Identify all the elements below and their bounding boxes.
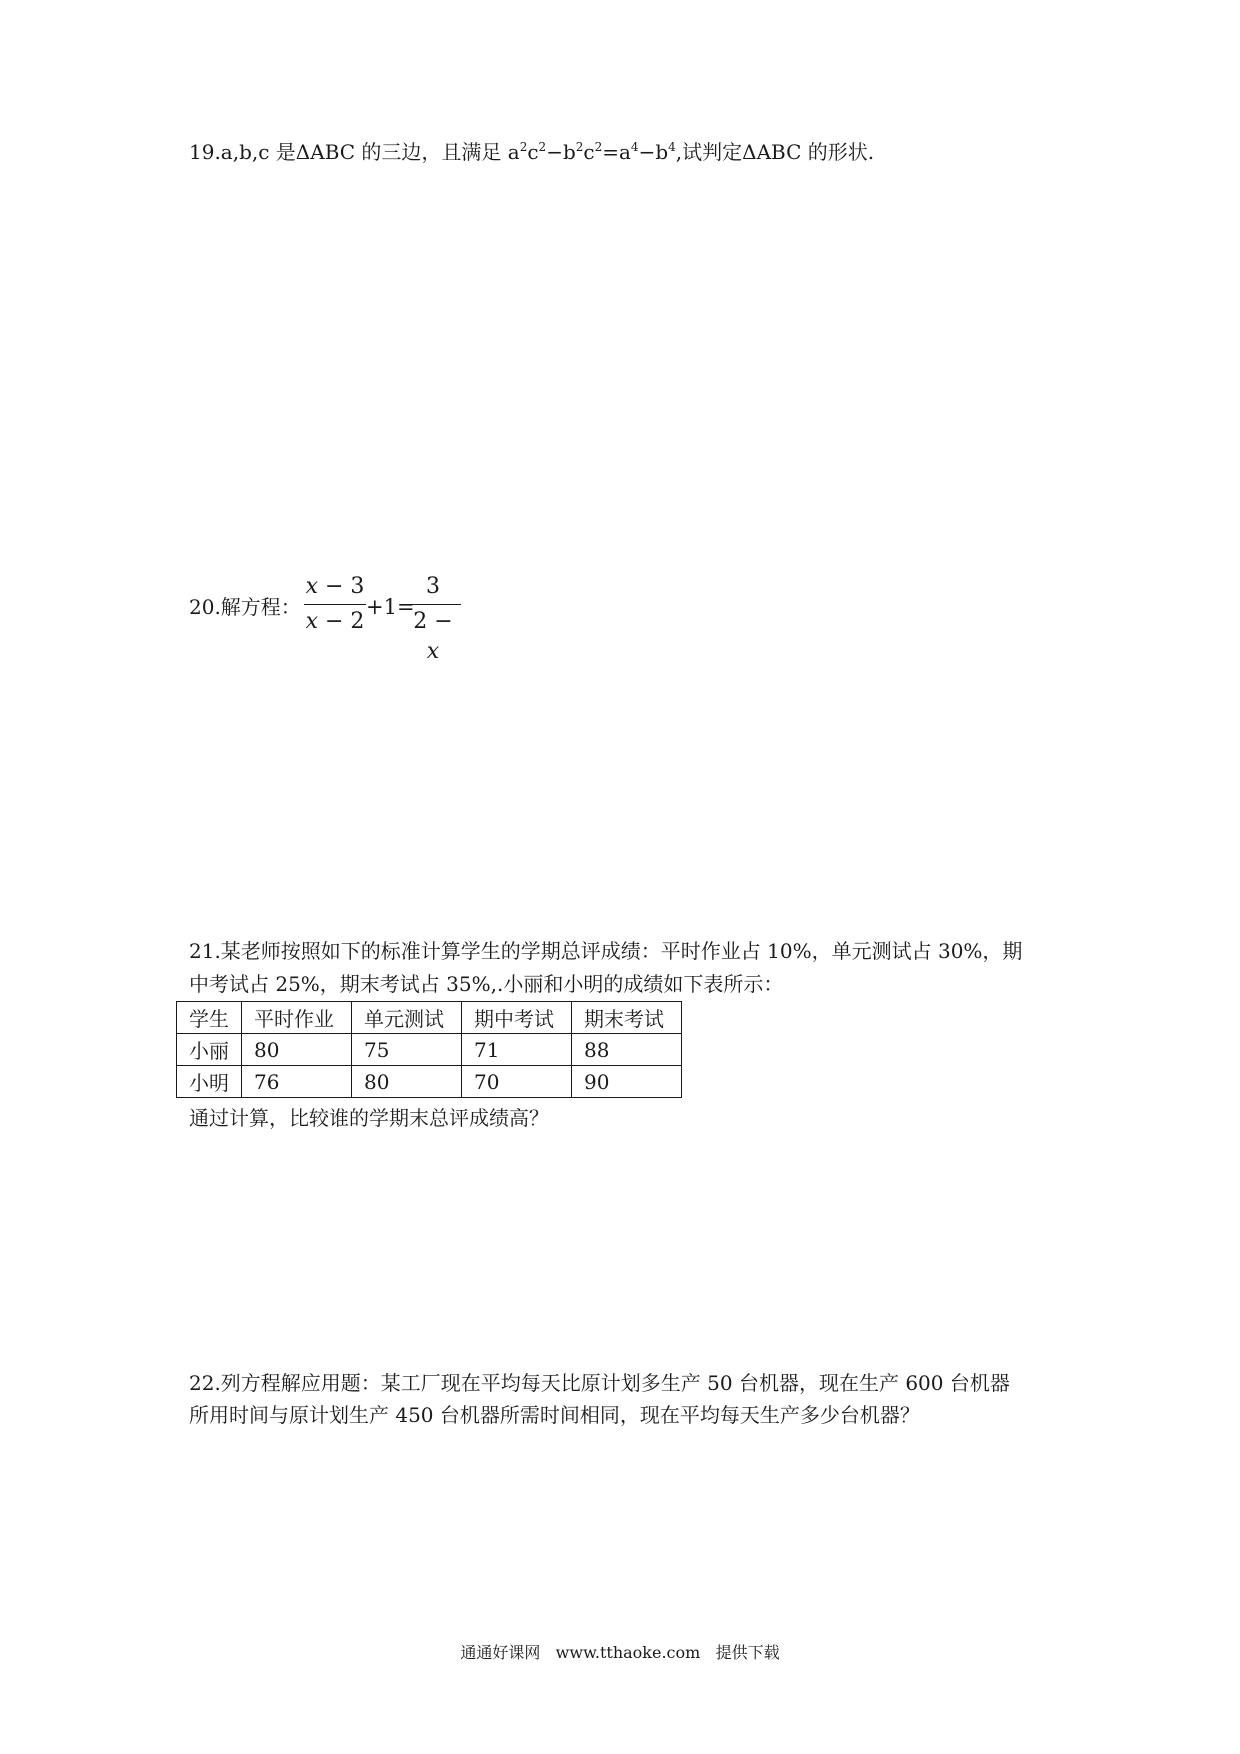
table-cell: 75 [352, 1034, 462, 1066]
footer-text: 通通好课网 www.tthaoke.com 提供下载 [460, 1643, 780, 1662]
table-header-cell: 期中考试 [462, 1002, 572, 1034]
q20-frac2-den-var: x [426, 639, 440, 664]
q19-prefix: 19.a,b,c 是ΔABC 的三边，且满足 a [189, 140, 520, 164]
q19-exp-b2: 2 [575, 140, 584, 154]
q19-minus-b: −b [546, 140, 576, 164]
q21-line-2: 中考试占 25%，期末考试占 35%,.小丽和小明的成绩如下表所示： [189, 972, 784, 996]
q19-exp-a4: 4 [630, 140, 639, 154]
table-cell: 76 [242, 1066, 352, 1098]
q22-line-2: 所用时间与原计划生产 450 台机器所需时间相同，现在平均每天生产多少台机器？ [189, 1403, 920, 1427]
table-cell: 71 [462, 1034, 572, 1066]
table-header-cell: 学生 [177, 1002, 242, 1034]
table-cell: 小丽 [177, 1034, 242, 1066]
table-cell: 88 [572, 1034, 682, 1066]
q21-question: 通过计算，比较谁的学期末总评成绩高？ [189, 1106, 549, 1130]
table-cell: 80 [242, 1034, 352, 1066]
q20-frac1-num-rest: − 3 [318, 574, 365, 599]
q19-minus-b4: −b [638, 140, 669, 164]
q20-frac1-numerator [304, 572, 366, 602]
q20-frac2-bar [405, 604, 461, 605]
q20-frac1-num-var: x [305, 574, 318, 599]
table-cell: 90 [572, 1066, 682, 1098]
q20-frac2-denominator [405, 607, 461, 664]
q19-eq-a: =a [602, 140, 631, 164]
q20-fraction-1 [304, 572, 366, 637]
table-cell: 80 [352, 1066, 462, 1098]
q20-plus-one: +1= [366, 595, 415, 619]
q19-c1: c [527, 140, 539, 164]
q20-frac2-den-rest: 2 − [413, 609, 453, 634]
q20-frac1-den-rest: − 2 [318, 609, 365, 634]
score-table [176, 1001, 682, 1098]
q19-exp-a2: 2 [519, 140, 528, 154]
table-header-cell: 单元测试 [352, 1002, 462, 1034]
q20-frac2-numerator: 3 [426, 574, 440, 599]
question-19 [189, 137, 874, 167]
q20-frac1-denominator [304, 607, 366, 637]
q19-c2: c [583, 140, 595, 164]
q20-label: 20.解方程： [189, 595, 301, 619]
q20-fraction-2 [405, 572, 461, 664]
q19-exp-b4: 4 [668, 140, 676, 154]
q20-frac1-bar [304, 604, 366, 605]
q22-line-1: 22.列方程解应用题：某工厂现在平均每天比原计划多生产 50 台机器，现在生产 600 台机器 [189, 1371, 1010, 1395]
table-cell: 70 [462, 1066, 572, 1098]
table-row [177, 1066, 682, 1098]
q21-line-1: 21.某老师按照如下的标准计算学生的学期总评成绩：平时作业占 10%，单元测试占 30%，期 [189, 939, 1023, 963]
q19-exp-c2-2: 2 [594, 140, 603, 154]
table-cell: 小明 [177, 1066, 242, 1098]
q19-suffix: ,试判定ΔABC 的形状. [675, 140, 875, 164]
q20-frac1-den-var: x [305, 609, 318, 634]
table-row [177, 1034, 682, 1066]
table-header-cell: 期末考试 [572, 1002, 682, 1034]
table-header-cell: 平时作业 [242, 1002, 352, 1034]
table-header-row [177, 1002, 682, 1034]
q19-exp-c2-1: 2 [538, 140, 547, 154]
